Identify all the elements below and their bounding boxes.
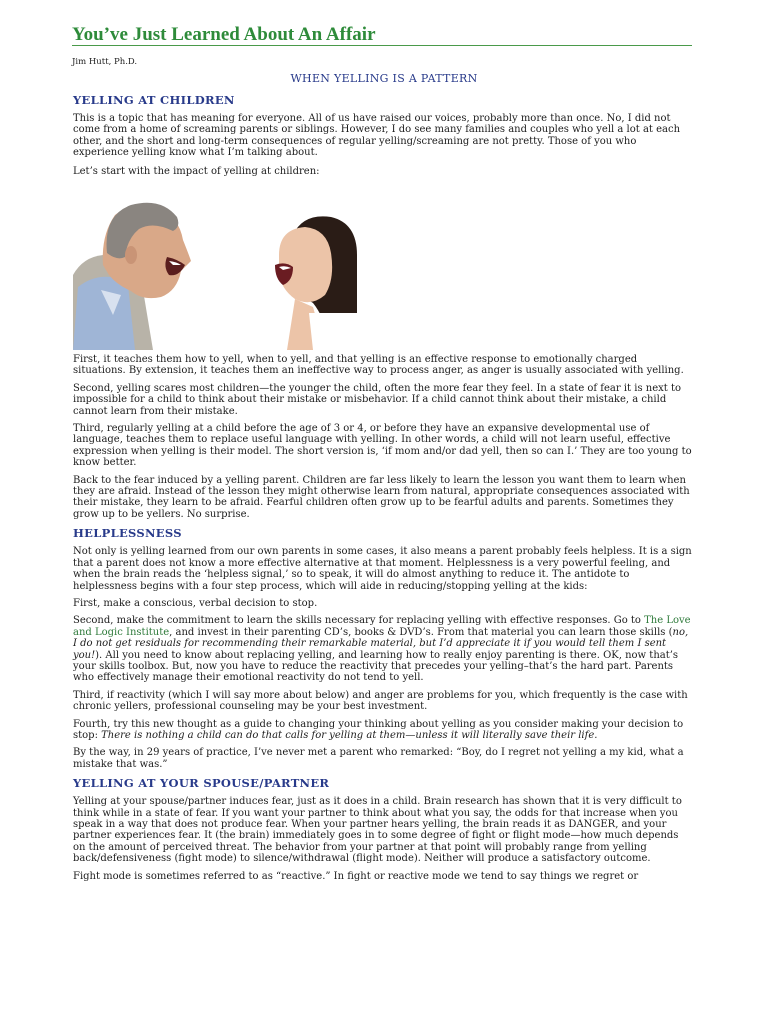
heading-yelling-at-spouse: YELLING AT YOUR SPOUSE/PARTNER xyxy=(73,776,330,791)
text-span: Fourth, try this new thought as a guide to changing your thinking about yelling as you consider making your decision to stop: xyxy=(73,718,684,741)
paragraph: Third, if reactivity (which I will say more about below) and anger are problems for you, which frequently is the case with chronic yellers, professional counseling may be your best investment. xyxy=(73,689,688,713)
paragraph: Yelling at your spouse/partner induces fear, just as it does in a child. Brain research has shown that it is very difficult to think while in a state of fear. If you want your partner to think about what you say, the odds for that increase when you speak in a way that does not produce fear. When your partner hears yelling, the brain reads it as DANGER, and your partner experiences fear. It (the brain) immediately goes in to some degree of fight or flight mode—how much depends on the amount of perceived threat. The behavior from your partner at that point will probably range from yelling back/defensiveness (fight mode) to silence/withdrawal (flight mode). Neither will produce a satisfactory outcome. xyxy=(73,796,682,865)
woman-figure xyxy=(275,216,357,350)
paragraph: Third, regularly yelling at a child before the age of 3 or 4, or before they have an expansive developmental use of language, teaches them to replace useful language with yelling. In other words, a child will not learn useful, effective expression when yelling is their model. The short version is, ‘if mom and/or dad yell, then so can I.’ They are too young to know better. xyxy=(73,423,692,469)
paragraph xyxy=(73,615,693,683)
italic-quote: There is nothing a child can do that calls for yelling at them—unless it will literally save their life. xyxy=(101,729,598,741)
text-span: ). All you need to know about replacing yelling, and learning how to really enjoy parenting is there. OK, now that’s your skills toolbox. But, now you have to reduce the reactivity that precedes your yelling–that’s the hard part. Parents who effectively manage their emotional reactivity do not tend to yell. xyxy=(73,649,679,684)
text-span: Second, make the commitment to learn the skills necessary for replacing yelling with effective responses. Go to xyxy=(73,615,645,627)
section-yelling-effects xyxy=(73,354,693,882)
paragraph: Fight mode is sometimes referred to as “reactive.” In fight or reactive mode we tend to say things we regret or xyxy=(73,870,639,882)
section-title: WHEN YELLING IS A PATTERN xyxy=(290,72,478,85)
heading-yelling-at-children: YELLING AT CHILDREN xyxy=(73,93,235,107)
heading-helplessness: HELPLESSNESS xyxy=(73,526,182,541)
paragraph: By the way, in 29 years of practice, I’ve never met a parent who remarked: “Boy, do I regret not yelling a my kid, what a mistake that was.” xyxy=(73,747,684,770)
yelling-couple-photo xyxy=(73,195,357,350)
paragraph: Not only is yelling learned from our own parents in some cases, it also means a parent probably feels helpless. It is a sign that a parent does not know a more effective alternative at that moment. Helplessness is a very powerful feeling, and when the brain reads the ‘helpless signal,’ so to speak, it will do almost anything to reduce it. The antidote to helplessness begins with a four step process, which will aide in reducing/stopping yelling at the kids: xyxy=(73,546,692,592)
love-and-logic-link[interactable]: The Love and Logic Institute xyxy=(73,615,691,638)
paragraph: This is a topic that has meaning for everyone. All of us have raised our voices, probably more than once. No, I did not come from a home of screaming parents or siblings. However, I do see many families and couples who yell a lot at each other, and the short and long-term consequences of regular yelling/screaming are not pretty. Those of you who experience yelling know what I’m talking about. xyxy=(73,113,681,159)
paragraph: Let’s start with the impact of yelling at children: xyxy=(73,165,320,177)
section-yelling-at-children xyxy=(73,93,693,177)
text-span: , and invest in their parenting CD’s, books & DVD’s. From that material you can learn those skills ( xyxy=(169,626,673,638)
author-line: Jim Hutt, Ph.D. xyxy=(72,57,138,67)
man-figure xyxy=(73,203,191,350)
paragraph: First, make a conscious, verbal decision to stop. xyxy=(73,597,318,609)
paragraph: First, it teaches them how to yell, when to yell, and that yelling is an effective response to emotionally charged situations. By extension, it teaches them an ineffective way to process anger, as anger is usually associated with yelling. xyxy=(73,354,684,377)
paragraph: Back to the fear induced by a yelling parent. Children are far less likely to learn the lesson you want them to learn when they are afraid. Instead of the lesson they might otherwise learn from natural, appropriate consequences associated with their mistake, they learn to be afraid. Fearful children often grow up to be fearful adults and parents. Sometimes they grow up to be yellers. No surprise. xyxy=(73,474,690,520)
italic-aside: no, I do not get residuals for recommending their remarkable material, but I’d appreciate it if you would tell them I sent you! xyxy=(73,626,689,661)
title-divider xyxy=(72,45,692,46)
page-title: You’ve Just Learned About An Affair xyxy=(72,24,376,45)
paragraph xyxy=(73,719,693,742)
paragraph: Second, yelling scares most children—the younger the child, often the more fear they feel. In a state of fear it is next to impossible for a child to think about their mistake or misbehavior. If a child cannot think about their mistake, a child cannot learn from their mistake. xyxy=(73,382,681,417)
